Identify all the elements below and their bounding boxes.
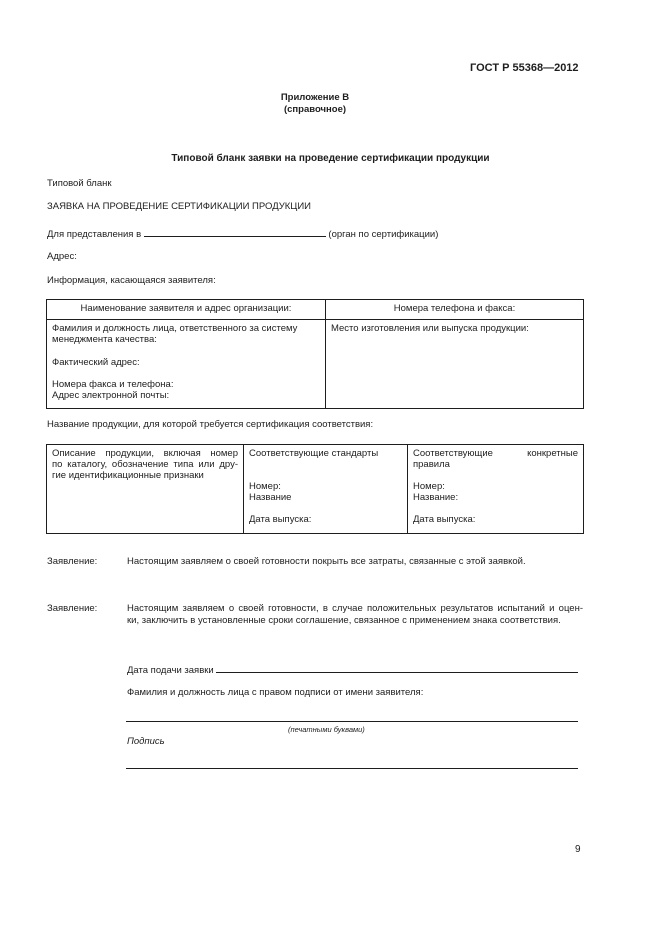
phone-fax-header: Номера телефона и факса:: [326, 300, 584, 320]
address-label: Адрес:: [47, 251, 77, 262]
applicant-name-header: Наименование заявителя и адрес организации:: [47, 300, 326, 320]
submit-suffix: (орган по сертификации): [328, 229, 439, 240]
form-label: Типовой бланк: [47, 178, 112, 189]
statement-text-line2: ки, заключить в установленные сроки соглашение, связанное с применением знака соответствия.: [127, 615, 561, 626]
submission-date-line: [127, 663, 578, 677]
applicant-details-cell[interactable]: [47, 320, 326, 409]
submit-prefix: Для представления в: [47, 229, 142, 240]
submission-date-field[interactable]: [216, 663, 578, 673]
product-description-line2: по каталогу, обозначение типа или дру-: [52, 459, 238, 470]
applicant-table: [46, 299, 584, 409]
submission-date-label: Дата подачи заявки: [127, 665, 214, 676]
signature-field[interactable]: [126, 768, 578, 769]
statement-label: Заявление:: [47, 556, 98, 567]
product-description-line1: Описание продукции, включая номер: [52, 448, 238, 459]
document-title: Типовой бланк заявки на проведение сертификации продукции: [171, 153, 490, 164]
quality-responsible-label: Фамилия и должность лица, ответственного за систему: [52, 323, 298, 334]
rules-name-label: Название:: [413, 492, 459, 503]
product-description-cell[interactable]: [47, 445, 244, 534]
rules-number-label: Номер:: [413, 481, 445, 492]
actual-address-label: Фактический адрес:: [52, 357, 140, 368]
signatory-name-field[interactable]: [126, 721, 578, 722]
product-table: [46, 444, 584, 534]
signature-label: Подпись: [127, 736, 165, 747]
submit-line: [47, 227, 438, 241]
product-name-label: Название продукции, для которой требуется сертификация соответствия:: [47, 419, 374, 430]
appendix-note: (справочное): [283, 104, 347, 115]
form-heading: ЗАЯВКА НА ПРОВЕДЕНИЕ СЕРТИФИКАЦИИ ПРОДУКЦИИ: [47, 201, 311, 212]
standards-cell[interactable]: [244, 445, 408, 534]
quality-responsible-label-cont: менеджмента качества:: [52, 334, 157, 345]
statement-text: Настоящим заявляем о своей готовности покрыть все затраты, связанные с этой заявкой.: [127, 556, 526, 567]
fax-phone-label: Номера факса и телефона:: [52, 379, 174, 390]
email-label: Адрес электронной почты:: [52, 390, 170, 401]
appendix-title: Приложение В: [280, 92, 350, 103]
standards-date-label: Дата выпуска:: [249, 514, 312, 525]
applicant-info-label: Информация, касающаяся заявителя:: [47, 275, 216, 286]
certification-body-field[interactable]: [144, 227, 326, 237]
statement-text-line1: Настоящим заявляем о своей готовности, в случае положительных результатов испытаний и оцен-: [127, 603, 583, 614]
standard-number: ГОСТ Р 55368—2012: [470, 62, 579, 74]
statement-text: [127, 603, 583, 627]
rules-date-label: Дата выпуска:: [413, 514, 476, 525]
product-description-line3: гие идентификационные признаки: [52, 470, 204, 481]
rules-cell[interactable]: [408, 445, 584, 534]
page-number: 9: [575, 844, 581, 855]
production-place-cell[interactable]: [326, 320, 584, 409]
standards-number-label: Номер:: [249, 481, 281, 492]
production-place-label: Место изготовления или выпуска продукции:: [331, 323, 529, 334]
statement-label: Заявление:: [47, 603, 98, 614]
rules-title: Соответствующие конкретные: [413, 448, 578, 459]
standards-title: Соответствующие стандарты: [249, 448, 379, 459]
signatory-label: Фамилия и должность лица с правом подписи от имени заявителя:: [127, 687, 424, 698]
standards-name-label: Название: [249, 492, 292, 503]
appendix-heading: [280, 92, 350, 116]
printed-letters-note: (печатными буквами): [288, 725, 365, 734]
rules-title-cont: правила: [413, 459, 450, 470]
